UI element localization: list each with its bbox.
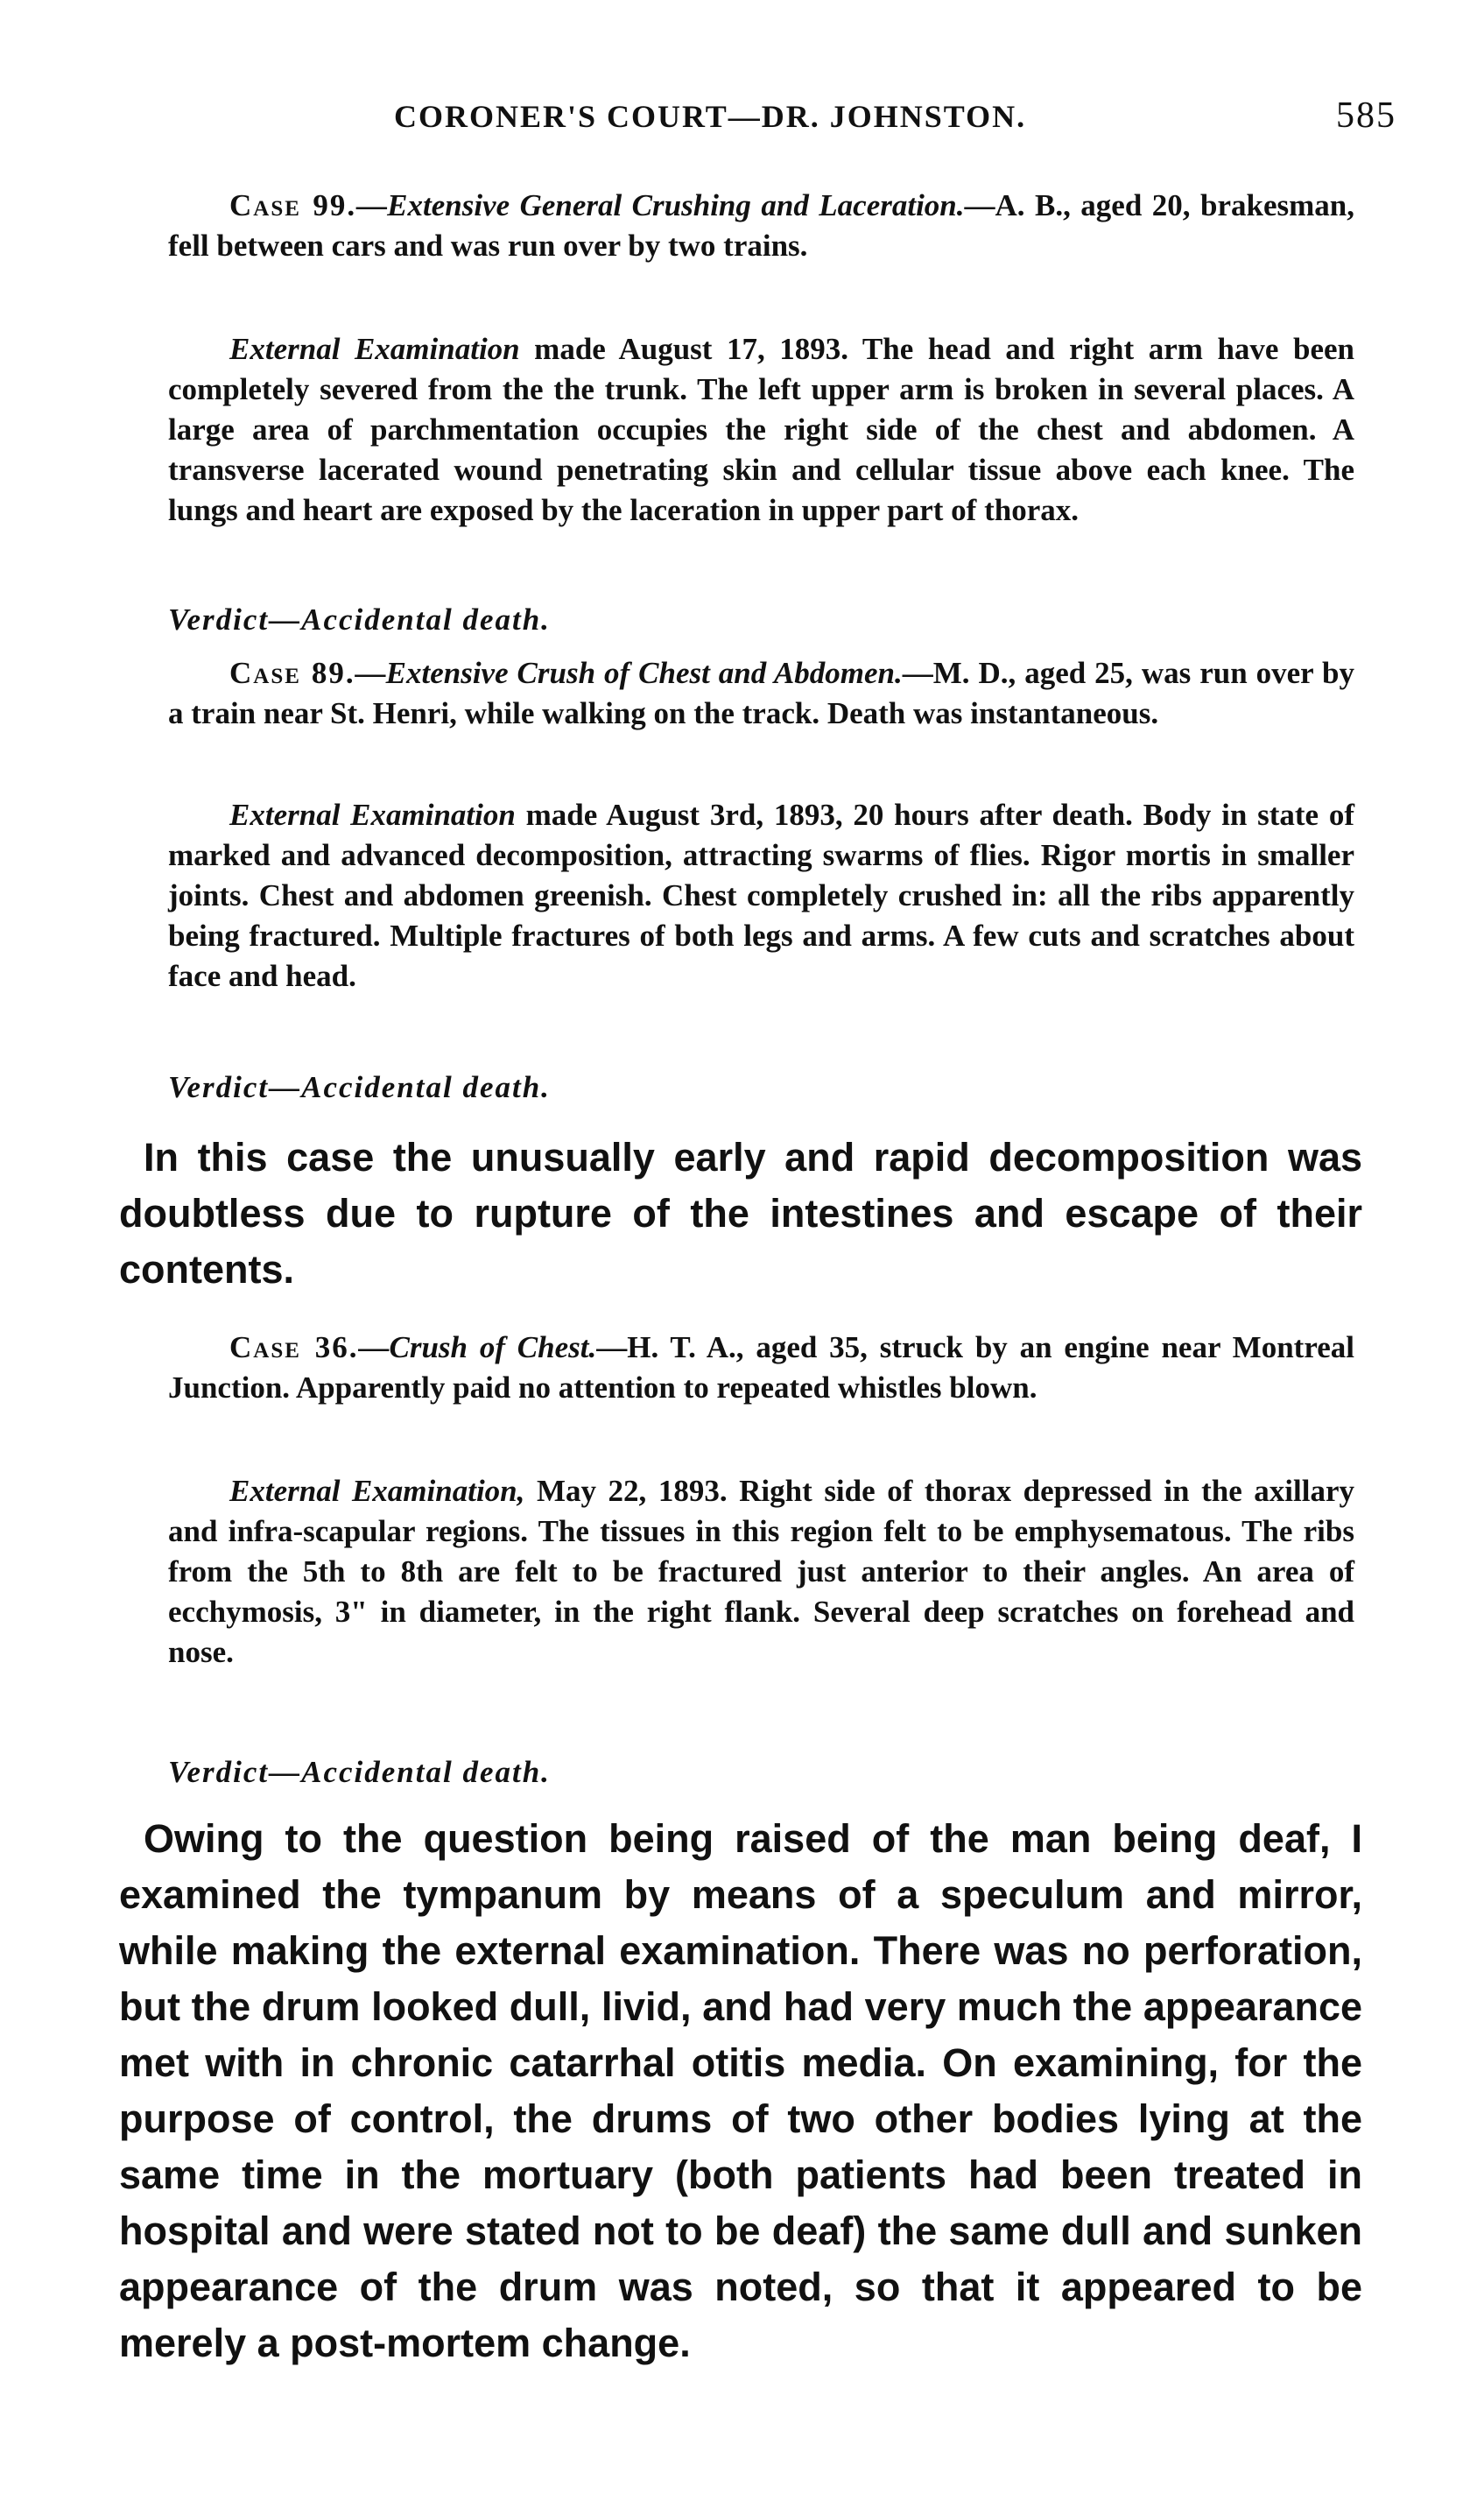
case-title: —Extensive General Crushing and Laceration. [356, 188, 965, 222]
exam-label: External Examination [229, 798, 516, 832]
case-intro-text: —M. D., aged 25, was run over by a train near St. Henri, while walking on the track. Death was instantaneous. [168, 656, 1354, 730]
case-89-verdict: Verdict—Accidental death. [168, 1070, 551, 1104]
case-36-verdict: Verdict—Accidental death. [168, 1755, 551, 1789]
case-89-intro [168, 653, 1354, 734]
commentary-text: In this case the unusually early and rapid decomposition was doubtless due to rupture of the intestines and escape of their contents. [119, 1135, 1362, 1292]
exam-text: made August 17, 1893. The head and right arm have been completely severed from the the trunk. The left upper arm is broken in several places. A large area of parchmentation occupies the right side of the chest and abdomen. A transverse lacerated wound penetrating skin and cellular tissue above each knee. The lungs and heart are exposed by the laceration in upper part of thorax. [168, 332, 1354, 527]
commentary-decomposition [119, 1130, 1362, 1298]
exam-label: External Examination [229, 332, 520, 366]
case-36-examination [168, 1471, 1354, 1673]
exam-text: made August 3rd, 1893, 20 hours after death. Body in state of marked and advanced decomposition, attracting swarms of flies. Rigor mortis in smaller joints. Chest and abdomen greenish. Chest completely crushed in: all the ribs apparently being fractured. Multiple fractures of both legs and arms. A few cuts and scratches about face and head. [168, 798, 1355, 993]
case-99-intro [168, 186, 1354, 266]
case-label: Case 36. [229, 1330, 359, 1364]
case-intro-text: —H. T. A., aged 35, struck by an engine near Montreal Junction. Apparently paid no attention to repeated whistles blown. [168, 1330, 1354, 1405]
exam-text: May 22, 1893. Right side of thorax depressed in the axillary and infra-scapular regions. The tissues in this region felt to be emphysematous. The ribs from the 5th to 8th are felt to be fractured just anterior to their angles. An area of ecchymosis, 3" in diameter, in the right flank. Several deep scratches on forehead and nose. [168, 1474, 1354, 1669]
exam-label: External Examination, [229, 1474, 525, 1508]
commentary-tympanum [119, 1811, 1362, 2371]
running-title: CORONER'S COURT—DR. JOHNSTON. [394, 99, 1027, 134]
page-number: 585 [1336, 95, 1396, 136]
case-label: Case 99. [229, 188, 357, 222]
case-99-verdict: Verdict—Accidental death. [168, 602, 551, 637]
case-label: Case 89. [229, 656, 355, 690]
case-89-examination [168, 795, 1354, 997]
case-title: —Extensive Crush of Chest and Abdomen. [355, 656, 903, 690]
case-36-intro [168, 1328, 1354, 1408]
case-title: —Crush of Chest. [358, 1330, 597, 1364]
case-intro-text: —A. B., aged 20, brakesman, fell between cars and was run over by two trains. [168, 188, 1354, 263]
commentary-text: Owing to the question being raised of the man being deaf, I examined the tympanum by means of a speculum and mirror, while making the external examination. There was no perforation, but the drum looked dull, livid, and had very much the appearance met with in chronic catarrhal otitis media. On examining, for the purpose of control, the drums of two other bodies lying at the same time in the mortuary (both patients had been treated in hospital and were stated not to be deaf) the same dull and sunken appearance of the drum was noted, so that it appeared to be merely a post-mortem change. [119, 1816, 1362, 2365]
case-99-examination [168, 329, 1354, 531]
